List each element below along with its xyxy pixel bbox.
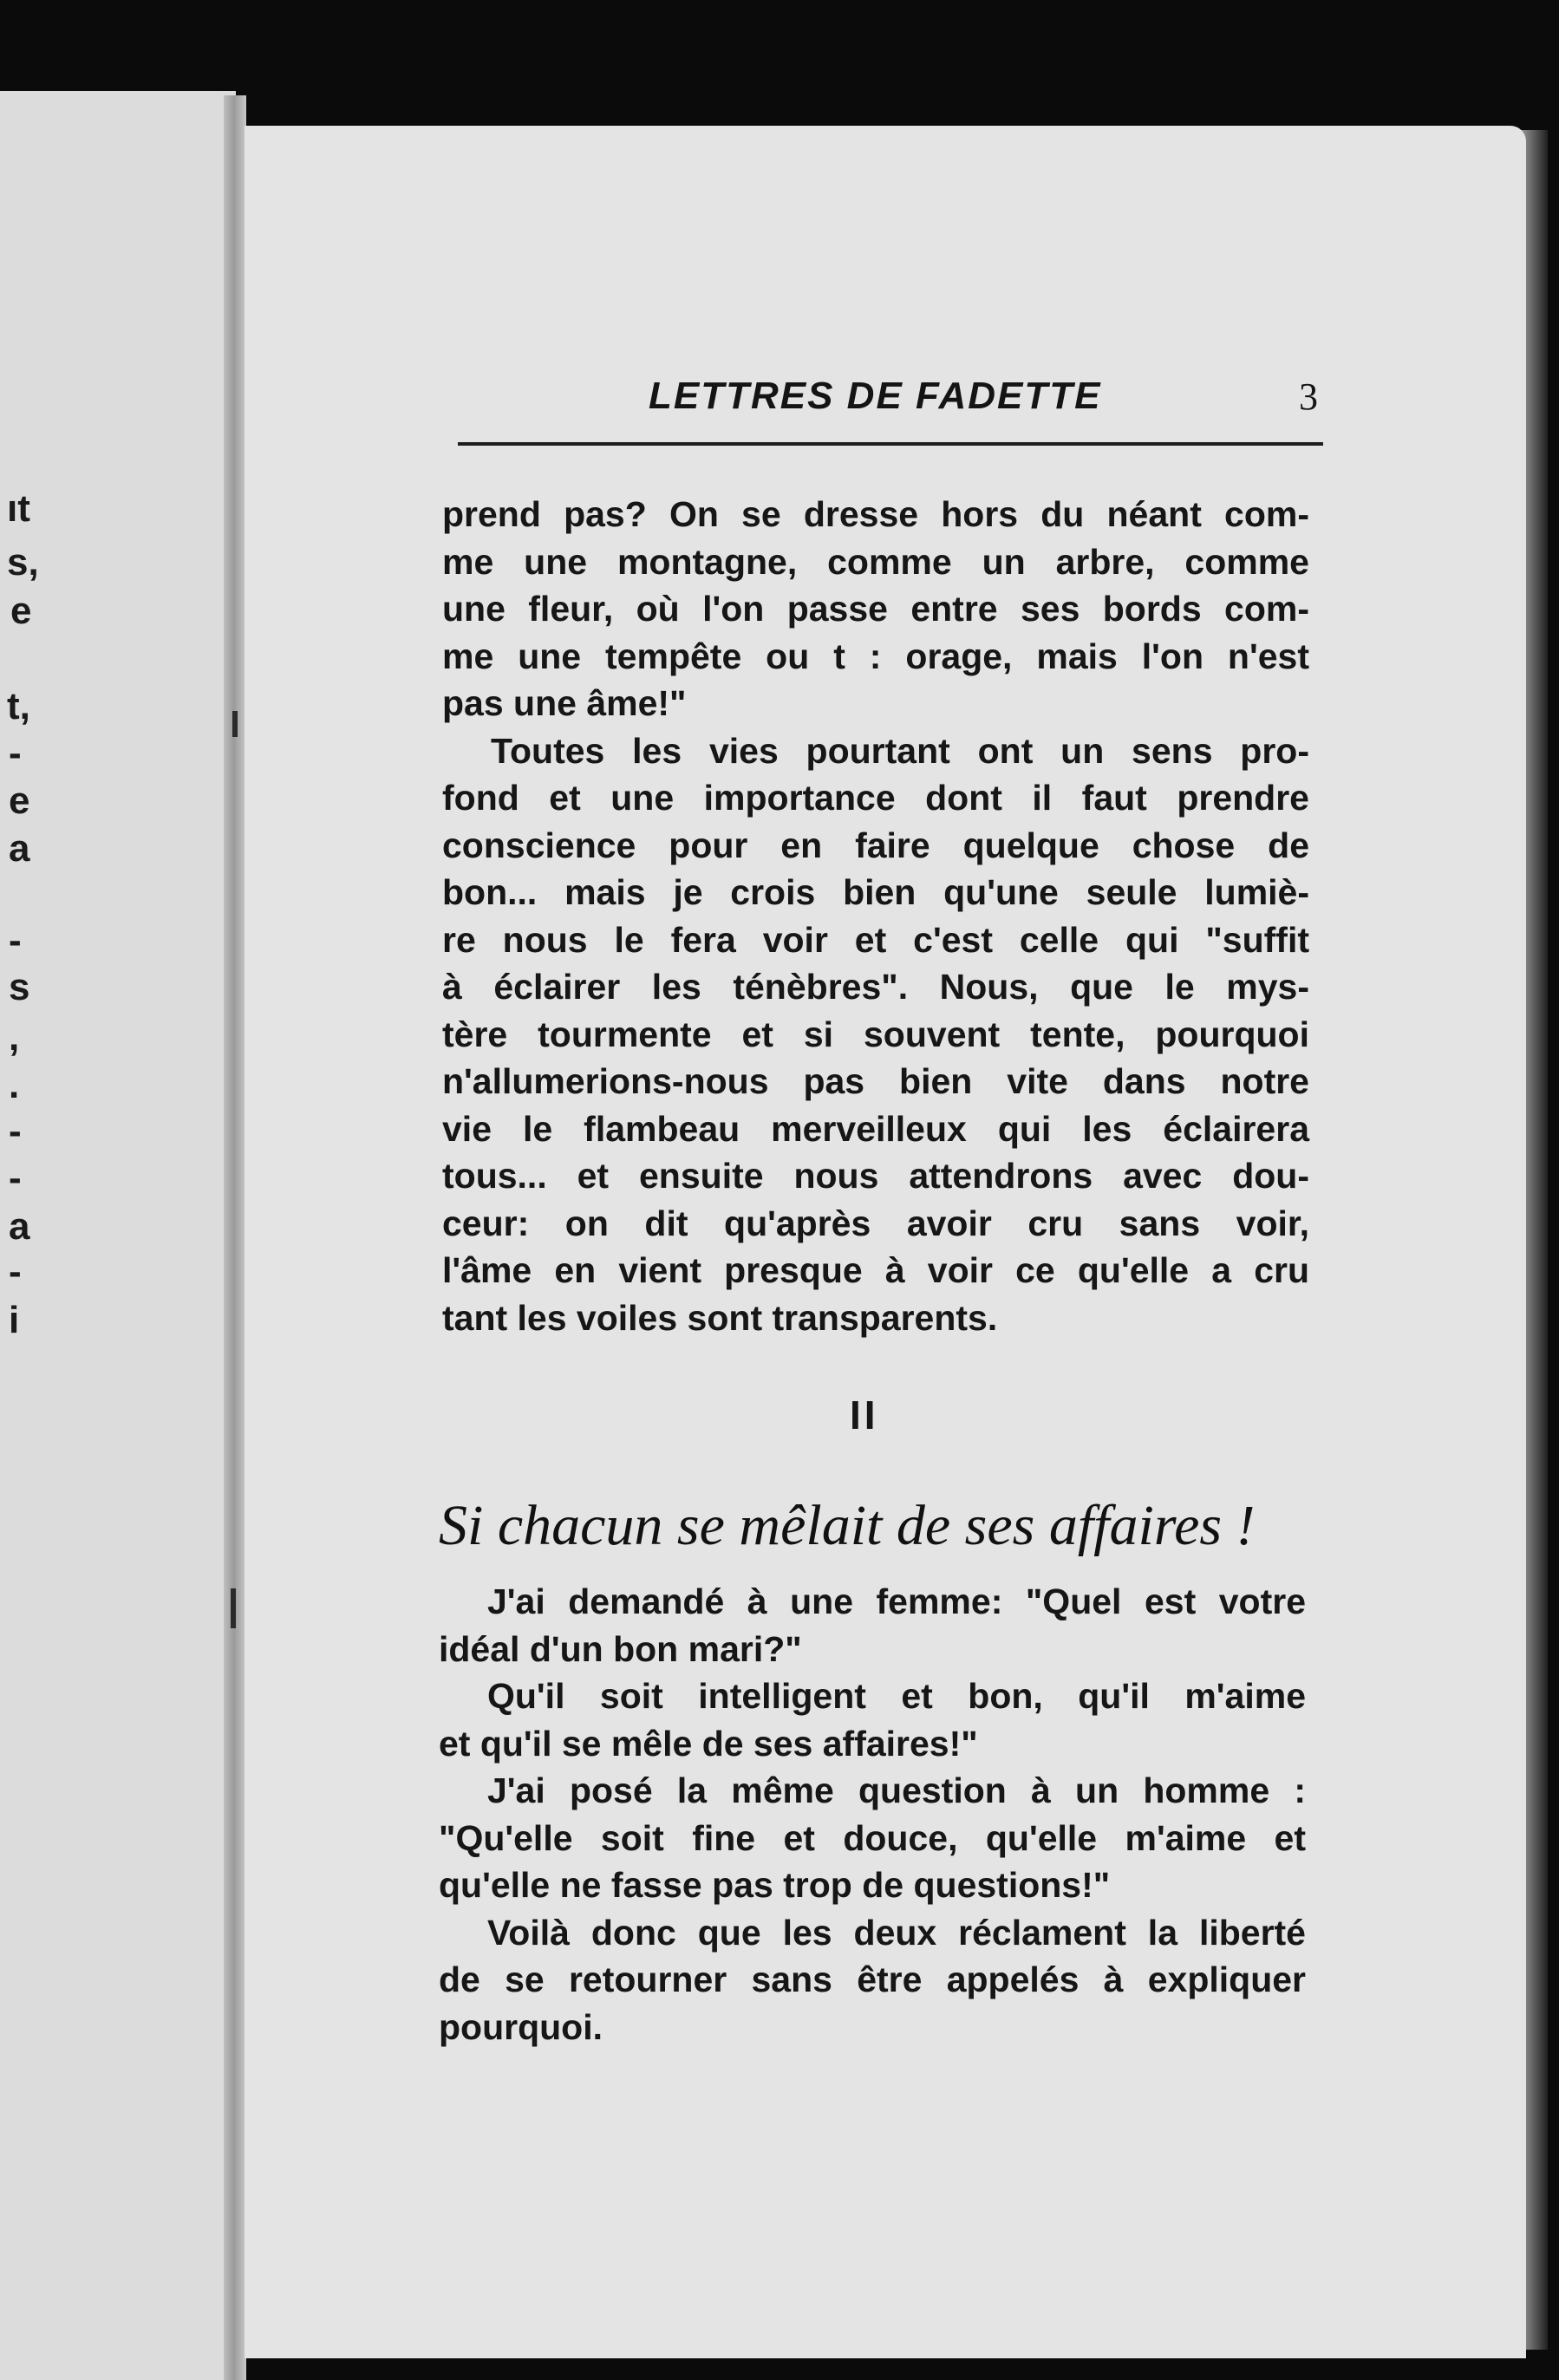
previous-page-fragment: ıt [7, 487, 30, 530]
text-line: l'âme en vient presque à voir ce qu'elle a cru [442, 1250, 1309, 1290]
text-line: tous... et ensuite nous attendrons avec dou- [442, 1156, 1309, 1196]
previous-page-fragment: e [9, 779, 30, 822]
previous-page-fragment: - [9, 1110, 22, 1152]
body-text-upper [442, 491, 1309, 1341]
margin-mark [232, 711, 238, 737]
margin-mark [231, 1588, 236, 1628]
text-line: n'allumerions-nous pas bien vite dans notre [442, 1061, 1309, 1101]
text-line: conscience pour en faire quelque chose de [442, 825, 1309, 865]
text-line: pourquoi. [439, 2006, 603, 2047]
running-title: LETTRES DE FADETTE [649, 375, 1102, 417]
previous-page-fragment: - [9, 1250, 22, 1293]
text-line: J'ai posé la même question à un homme : [487, 1770, 1306, 1810]
running-header [458, 375, 1323, 453]
previous-page-fragment: , [9, 1016, 20, 1059]
text-line: fond et une importance dont il faut prendre [442, 778, 1309, 818]
header-rule [458, 442, 1323, 446]
paragraph [439, 1673, 1306, 1767]
text-line: de se retourner sans être appelés à expliquer [439, 1959, 1306, 1999]
text-line: me une tempête ou t : orage, mais l'on n'est [442, 636, 1309, 676]
book-gutter [224, 95, 246, 2380]
text-line: vie le flambeau merveilleux qui les éclairera [442, 1108, 1309, 1149]
paragraph [439, 1767, 1306, 1909]
text-line: ceur: on dit qu'après avoir cru sans voir, [442, 1203, 1309, 1243]
text-line: Voilà donc que les deux réclament la liberté [487, 1912, 1306, 1953]
text-line: à éclairer les ténèbres". Nous, que le mys- [442, 967, 1309, 1007]
text-line: "Qu'elle soit fine et douce, qu'elle m'aime et [439, 1817, 1306, 1858]
paragraph [439, 1578, 1306, 1673]
text-line: idéal d'un bon mari?" [439, 1628, 802, 1669]
previous-page-fragment: a [9, 1205, 30, 1248]
section-numeral: II [850, 1392, 879, 1438]
paragraph [442, 727, 1309, 1342]
text-line: tant les voiles sont transparents. [442, 1297, 998, 1338]
previous-page-fragment: a [9, 827, 30, 870]
text-line: pas une âme!" [442, 683, 687, 723]
page-number: 3 [1299, 375, 1318, 418]
text-line: Qu'il soit intelligent et bon, qu'il m'aime [487, 1676, 1306, 1716]
text-line: et qu'il se mêle de ses affaires!" [439, 1723, 978, 1764]
text-line: me une montagne, comme un arbre, comme [442, 541, 1309, 582]
text-line: J'ai demandé à une femme: "Quel est votre [487, 1581, 1306, 1621]
previous-page-fragment: e [10, 590, 32, 632]
paragraph [442, 491, 1309, 727]
text-line: prend pas? On se dresse hors du néant com- [442, 494, 1309, 534]
previous-page-fragment: - [9, 919, 22, 962]
previous-page-fragment: - [9, 1157, 22, 1199]
text-line: Toutes les vies pourtant ont un sens pro- [491, 730, 1309, 771]
chapter-title: Si chacun se mêlait de ses affaires ! [439, 1494, 1256, 1557]
text-line: qu'elle ne fasse pas trop de questions!" [439, 1865, 1111, 1905]
paragraph [439, 1909, 1306, 2051]
previous-page-fragment: s, [7, 541, 39, 584]
text-line: re nous le fera voir et c'est celle qui "suffit [442, 919, 1309, 960]
previous-page-fragment: i [9, 1299, 20, 1341]
body-text-lower [439, 1578, 1306, 2051]
text-line: une fleur, où l'on passe entre ses bords com- [442, 589, 1309, 629]
previous-page-fragment: . [9, 1064, 20, 1106]
previous-page-fragment: s [9, 966, 30, 1008]
text-line: bon... mais je crois bien qu'une seule lumiè- [442, 872, 1309, 912]
previous-page-fragment: - [9, 732, 22, 774]
previous-page-edge [0, 91, 236, 2380]
previous-page-fragment: t, [7, 685, 30, 727]
text-line: tère tourmente et si souvent tente, pourquoi [442, 1014, 1309, 1054]
